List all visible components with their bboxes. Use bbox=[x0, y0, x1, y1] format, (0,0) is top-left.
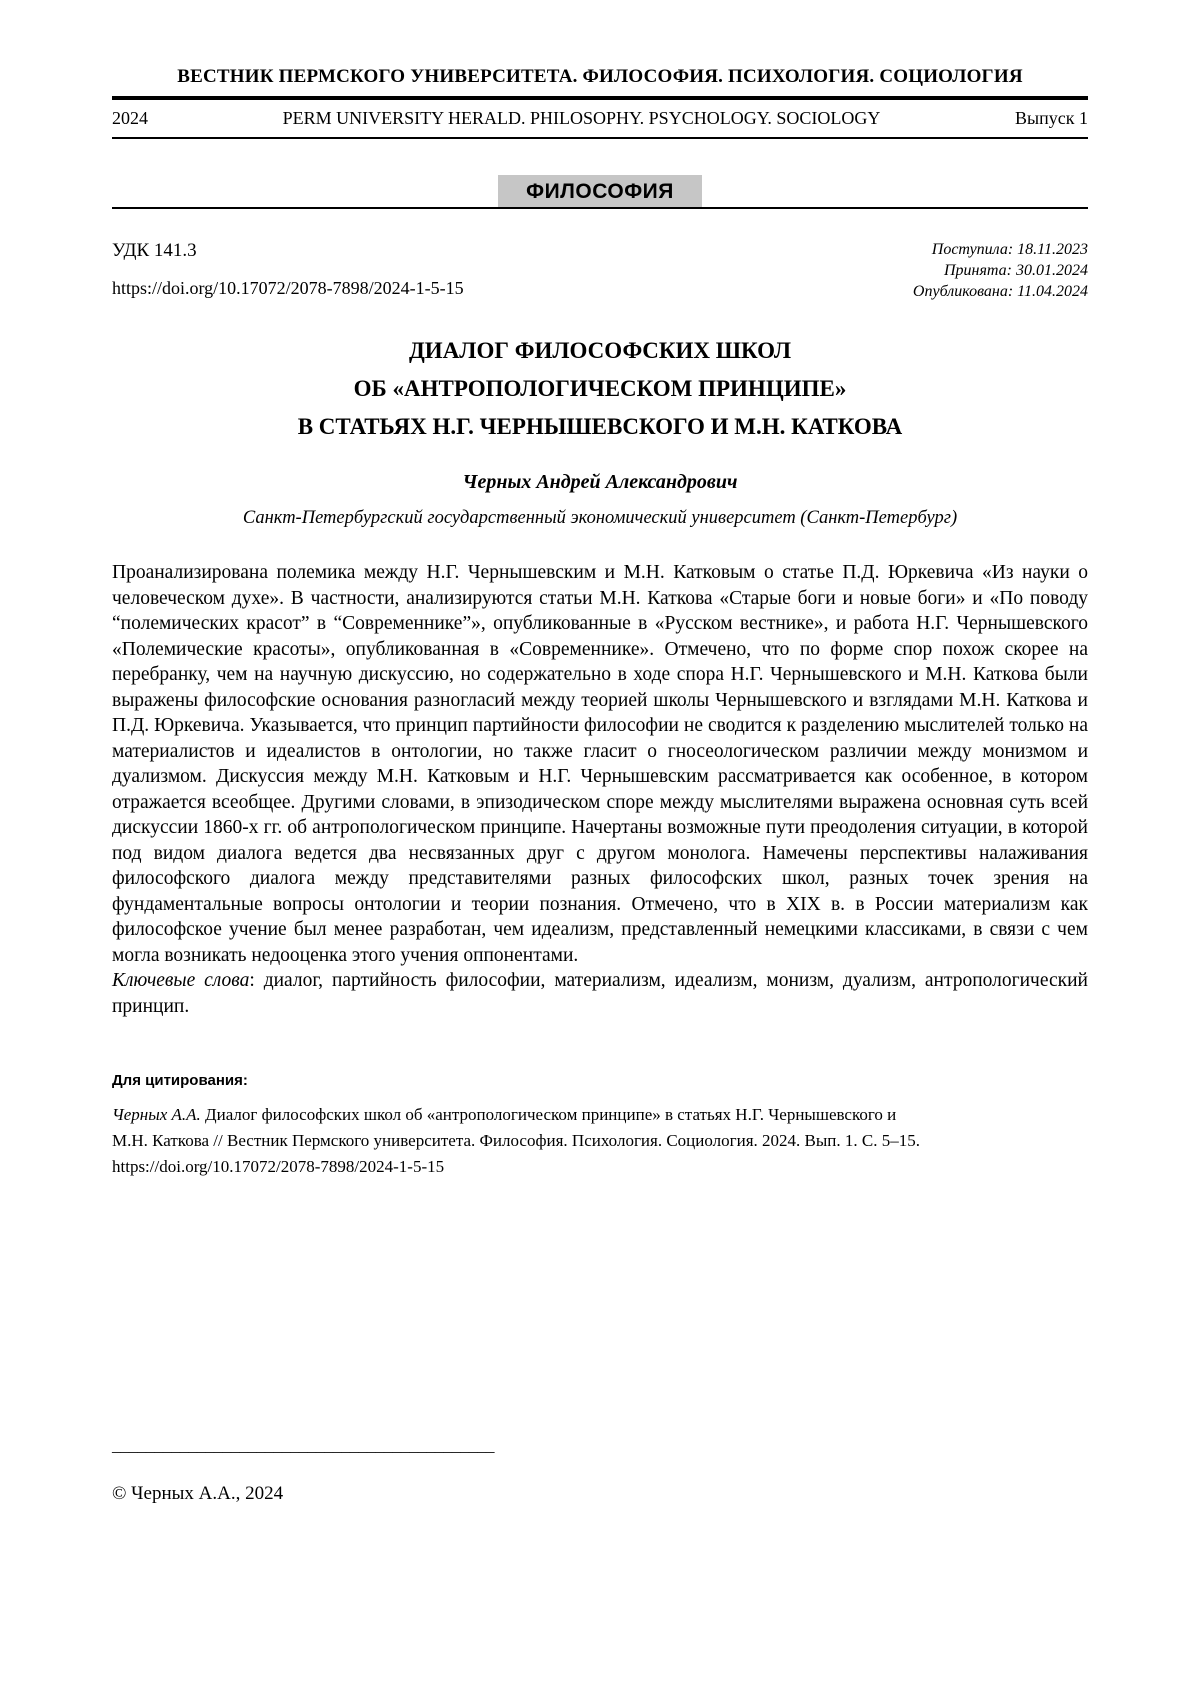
article-title-line-3: В СТАТЬЯХ Н.Г. ЧЕРНЫШЕВСКОГО И М.Н. КАТКОВА bbox=[297, 414, 903, 439]
citation-doi-link[interactable]: https://doi.org/10.17072/2078-7898/2024-1-5-15 bbox=[112, 1157, 445, 1176]
journal-title-en: PERM UNIVERSITY HERALD. PHILOSOPHY. PSYCHOLOGY. SOCIOLOGY bbox=[282, 108, 881, 128]
journal-header-row bbox=[112, 100, 1088, 137]
citation-text bbox=[112, 1102, 932, 1180]
author-affiliation: Санкт-Петербургский государственный экономический университет (Санкт-Петербург) bbox=[242, 508, 958, 528]
journal-header bbox=[112, 64, 1088, 139]
doi-link[interactable]: https://doi.org/10.17072/2078-7898/2024-1-5-15 bbox=[112, 278, 464, 298]
abstract-text: Проанализирована полемика между Н.Г. Чернышевским и М.Н. Катковым о статье П.Д. Юркевича «Из науки о человеческом духе». В частности, анализируются статьи М.Н. Каткова «Старые боги и новые боги» и «По поводу “полемических красот” в “Современнике”», опубликованные в «Русском вестнике», и работа Н.Г. Чернышевского «Полемические красоты», опубликованная в «Современнике». Отмечено, что по форме спор похож скорее на перебранку, чем на научную дискуссию, но содержательно в ходе спора Н.Г. Чернышевского и М.Н. Каткова были выражены философские основания разногласий между теорией школы Чернышевского и взглядами М.Н. Каткова и П.Д. Юркевича. Указывается, что принцип партийности философии не сводится к разделению мыслителей только на материалистов и идеалистов в онтологии, но также гласит о гносеологическом различии между монизмом и дуализмом. Дискуссия между М.Н. Катковым и Н.Г. Чернышевским рассматривается как особенное, в котором отражается всеобщее. Другими словами, в эпизодическом споре между мыслителями выражена основная суть всей дискуссии 1860-х гг. об антропологическом принципе. Начертаны возможные пути преодоления ситуации, в которой под видом диалога ведется два несвязанных друг с другом монолога. Намечены перспективы налаживания философского диалога между представителями разных философских школ, разных точек зрения на фундаментальные вопросы онтологии и теории познания. Отмечено, что в XIX в. в России материализм как философское учение был менее разработан, чем идеализм, представленный немецкими классиками, в связи с чем могла возникать недооценка этого учения оппонентами. bbox=[112, 562, 1088, 966]
header-rule-thin bbox=[112, 137, 1088, 139]
keywords-label: Ключевые слова bbox=[112, 970, 250, 991]
date-accepted: Принята: 30.01.2024 bbox=[943, 262, 1088, 279]
date-published: Опубликована: 11.04.2024 bbox=[912, 283, 1088, 300]
keywords-paragraph bbox=[112, 968, 1088, 1019]
copyright-notice: © Черных А.А., 2024 bbox=[112, 1483, 284, 1504]
article-title-line-2: ОБ «АНТРОПОЛОГИЧЕСКОМ ПРИНЦИПЕ» bbox=[353, 376, 847, 401]
author-name: Черных Андрей Александрович bbox=[462, 471, 738, 493]
article-dates bbox=[913, 239, 1088, 302]
page-footer bbox=[112, 1437, 495, 1506]
citation-label: Для цитирования: bbox=[112, 1072, 248, 1089]
article-title-line-1: ДИАЛОГ ФИЛОСОФСКИХ ШКОЛ bbox=[408, 338, 791, 363]
section-divider bbox=[112, 175, 1088, 209]
article-meta-row bbox=[112, 239, 1088, 302]
article-meta-left bbox=[112, 239, 464, 300]
journal-year: 2024 bbox=[112, 108, 148, 128]
footer-rule: _____________________________________________ bbox=[112, 1436, 495, 1455]
journal-title-ru: ВЕСТНИК ПЕРМСКОГО УНИВЕРСИТЕТА. ФИЛОСОФИЯ. ПСИХОЛОГИЯ. СОЦИОЛОГИЯ bbox=[177, 66, 1023, 87]
article-title bbox=[112, 332, 1088, 446]
journal-issue: Выпуск 1 bbox=[1015, 108, 1088, 128]
date-received: Поступила: 18.11.2023 bbox=[931, 241, 1088, 258]
keywords-text: : диалог, партийность философии, материализм, идеализм, монизм, дуализм, антропологический принцип. bbox=[112, 970, 1088, 1017]
citation-author: Черных А.А. bbox=[112, 1105, 201, 1124]
section-title: ФИЛОСОФИЯ bbox=[498, 175, 702, 207]
citation-body: Диалог философских школ об «антропологическом принципе» в статьях Н.Г. Чернышевского и М.Н. Каткова // Вестник Пермского университета. Философия. Психология. Социология. 2024. Вып. 1. С. 5–15. bbox=[112, 1105, 920, 1150]
udc-code: УДК 141.3 bbox=[112, 240, 197, 261]
